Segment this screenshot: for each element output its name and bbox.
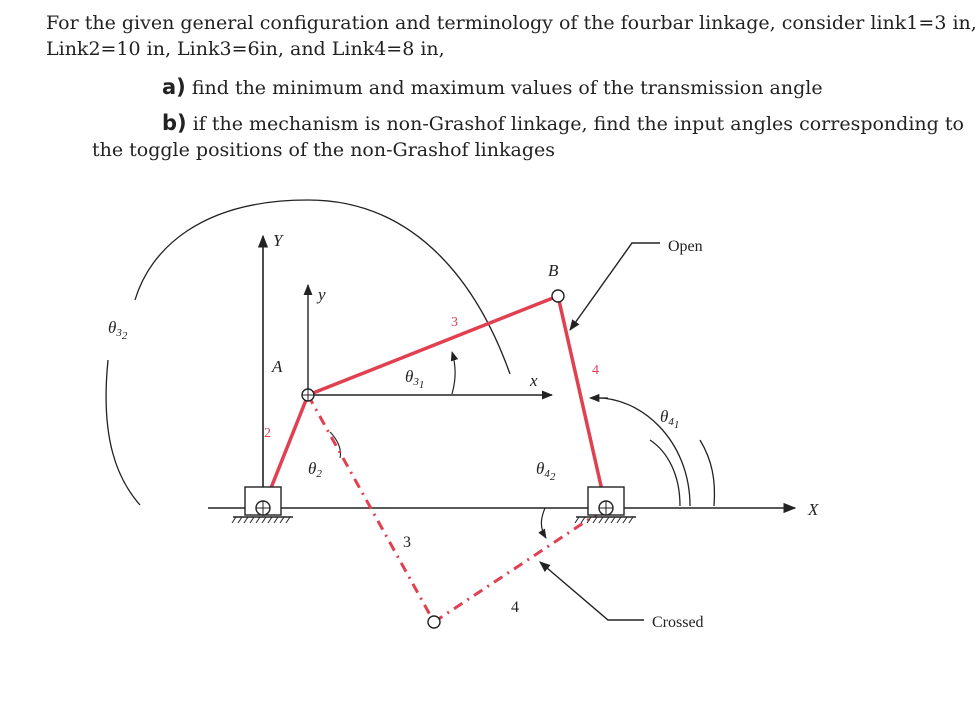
crossed-link-4 — [434, 508, 606, 622]
theta4-2-subsub: 2 — [549, 471, 556, 483]
theta4-1-sub: 4 — [668, 416, 674, 428]
theta3-1-sub: 3 — [413, 376, 419, 388]
ground-pivot-right — [575, 487, 636, 523]
theta4-2-label — [536, 459, 556, 483]
theta3-1-arc — [452, 352, 455, 394]
point-A-label: A — [272, 357, 283, 376]
theta2-label — [308, 459, 322, 480]
theta3-2-symbol: θ — [108, 318, 117, 337]
axis-Y-label: Y — [273, 231, 283, 250]
open-label: Open — [668, 238, 703, 255]
theta3-2-sub: 3 — [116, 327, 122, 339]
crossed-joint-B — [428, 616, 440, 628]
part-a-text: find the minimum and maximum values of the transmission angle — [191, 77, 823, 99]
part-b-text: if the mechanism is non-Grashof linkage, find the input angles corresponding to — [192, 113, 964, 135]
open-callout-leader — [570, 243, 660, 330]
theta3-2-subsub: 2 — [121, 330, 128, 342]
crossed-link-4-label: 4 — [511, 599, 519, 616]
theta4-1-subsub: 1 — [673, 419, 680, 431]
theta3-2-arc-lower — [106, 360, 140, 505]
link-4 — [558, 296, 606, 508]
theta4-1-symbol: θ — [660, 407, 669, 426]
part-a-label: a) — [162, 75, 186, 99]
axis-X-label: X — [808, 500, 819, 519]
ground-pivot-left — [232, 487, 293, 523]
problem-line-2: Link2=10 in, Link3=6in, and Link4=8 in, — [46, 38, 445, 60]
point-B-label: B — [548, 261, 559, 280]
link-3-label: 3 — [451, 315, 458, 330]
theta4-1-label — [660, 407, 679, 431]
theta4-1-outer-arc — [700, 440, 714, 506]
theta2-sub: 2 — [316, 468, 322, 480]
theta4-2-symbol: θ — [536, 459, 545, 478]
axis-y-local-label: y — [318, 285, 326, 304]
joint-B — [552, 290, 564, 302]
link-2-label: 2 — [264, 426, 271, 441]
part-b-line-2: the toggle positions of the non-Grashof linkages — [92, 139, 555, 161]
problem-line-1: For the given general configuration and terminology of the fourbar linkage, consider link1=3 in, — [46, 12, 977, 34]
theta3-1-symbol: θ — [405, 367, 414, 386]
crossed-callout-leader — [540, 562, 644, 620]
link-3 — [308, 296, 558, 395]
theta4-2-arc — [541, 508, 546, 538]
part-b-label: b) — [162, 111, 187, 135]
crossed-label: Crossed — [652, 614, 704, 631]
crossed-link-3-label: 3 — [403, 534, 411, 551]
theta2-symbol: θ — [308, 459, 317, 478]
theta3-2-label — [108, 318, 128, 342]
theta4-1-inner-arc — [650, 440, 680, 506]
axis-x-local-label: x — [530, 371, 538, 390]
theta3-1-subsub: 1 — [418, 379, 425, 391]
theta3-1-label — [405, 367, 424, 391]
link-4-label: 4 — [592, 363, 599, 378]
theta4-2-sub: 4 — [544, 468, 550, 480]
